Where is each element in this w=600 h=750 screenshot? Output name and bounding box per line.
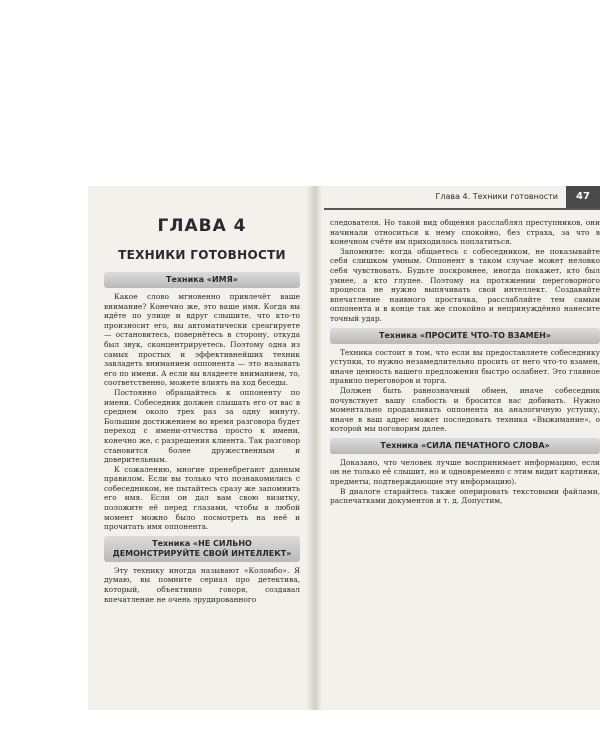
chapter-title: ГЛАВА 4	[157, 216, 247, 236]
paragraph: Какое слово мгновенно привлечёт ваше внимание? Конечно же, это ваше имя. Когда вы идёте по улице и вдруг слышите, что кто-то произносит его, вы автоматически среагируете — остановитесь, повернётесь в сторону, откуда был звук, сконцентрируетесь. Поэтому одна из самых простых и эффективнейших техник завладеть вниманием оппонента — это называть его по имени. А если вы владеете вниманием, то, соответственно, можете влиять на ход беседы.	[104, 292, 300, 388]
paragraph: Постоянно обращайтесь к оппоненту по имени. Собеседник должен слышать его от вас в среднем около трех раз за одну минуту. Большим достижением во время разговора будет переход с имени-отчества просто к имени, конечно же, с разрешения клиента. Так разговор становится более дружественным и доверительным.	[104, 387, 300, 465]
section-heading-printed-word-technique: Техника «СИЛА ПЕЧАТНОГО СЛОВА»	[330, 438, 600, 454]
paragraph: Эту технику иногда называют «Коломбо». Я думаю, вы помните сериал про детектива, который, объективно говоря, создавал впечатление не очень эрудированного	[104, 565, 300, 604]
paragraph: Должен быть равнозначный обмен, иначе собеседник почувствует вашу слабость и бросится вас добивать. Нужно моментально продавливать оппонента на аналогичную уступку, иначе в ваш адрес может последовать техника «Выжимание», о которой мы поговорим далее.	[330, 385, 600, 434]
section-heading-ask-in-return-technique: Техника «ПРОСИТЕ ЧТО-ТО ВЗАМЕН»	[330, 328, 600, 344]
page-number: 47	[566, 186, 600, 208]
chapter-subtitle: ТЕХНИКИ ГОТОВНОСТИ	[118, 248, 286, 262]
left-page	[104, 206, 300, 604]
book-spine	[306, 186, 322, 710]
running-header	[324, 186, 600, 210]
paragraph: Доказано, что человек лучше воспринимает информацию, если он не только её слышит, но и одновременно с этим видит картинки, предметы, подтверждающие эту информацию).	[330, 457, 600, 487]
paragraph: К сожалению, многие пренебрегают данным правилом. Если вы только что познакомились с собеседником, не пытайтесь сразу же запомнить его имя. Если он дал вам свою визитку, положите её перед глазами, чтобы в любой момент можно было посмотреть на неё и прочитать имя оппонента.	[104, 464, 300, 532]
running-head-title: Глава 4. Техники готовности	[435, 192, 558, 201]
paragraph: следователя. Но такой вид общения расслаблял преступников, они начинали относиться к нему спокойно, без страха, за что в конечном счёте им приходилось поплатиться.	[330, 218, 600, 247]
paragraph: Техника состоит в том, что если вы предоставляете собеседнику уступки, то нужно незамедлительно просить от него что-то взамен, иначе ценность вашего предложения быстро ослабнет. Это главное правило переговоров и торга.	[330, 347, 600, 386]
section-heading-name-technique: Техника «ИМЯ»	[104, 272, 300, 288]
right-page	[324, 186, 600, 506]
section-heading-intellect-technique: Техника «НЕ СИЛЬНО ДЕМОНСТРИРУЙТЕ СВОЙ ИНТЕЛЛЕКТ»	[104, 536, 300, 562]
paragraph: Запомните: когда общаетесь с собеседником, не показывайте себя слишком умным. Оппонент в таком случае может неловко себя чувствовать. Будьте поскромнее, иногда покажет, кто был умнее, а кто глупее. Поэтому на протяжении переговорного процесса не нужно выпячивать свой интеллект. Создавайте впечатление наивного простачка, расслабляйте тем самым оппонента и в конце так же спокойно и непринуждённо нанесите точный удар.	[330, 246, 600, 323]
paragraph: В диалоге старайтесь также оперировать текстовыми файлами, распечатками документов и т. д. Допустим,	[330, 486, 600, 506]
